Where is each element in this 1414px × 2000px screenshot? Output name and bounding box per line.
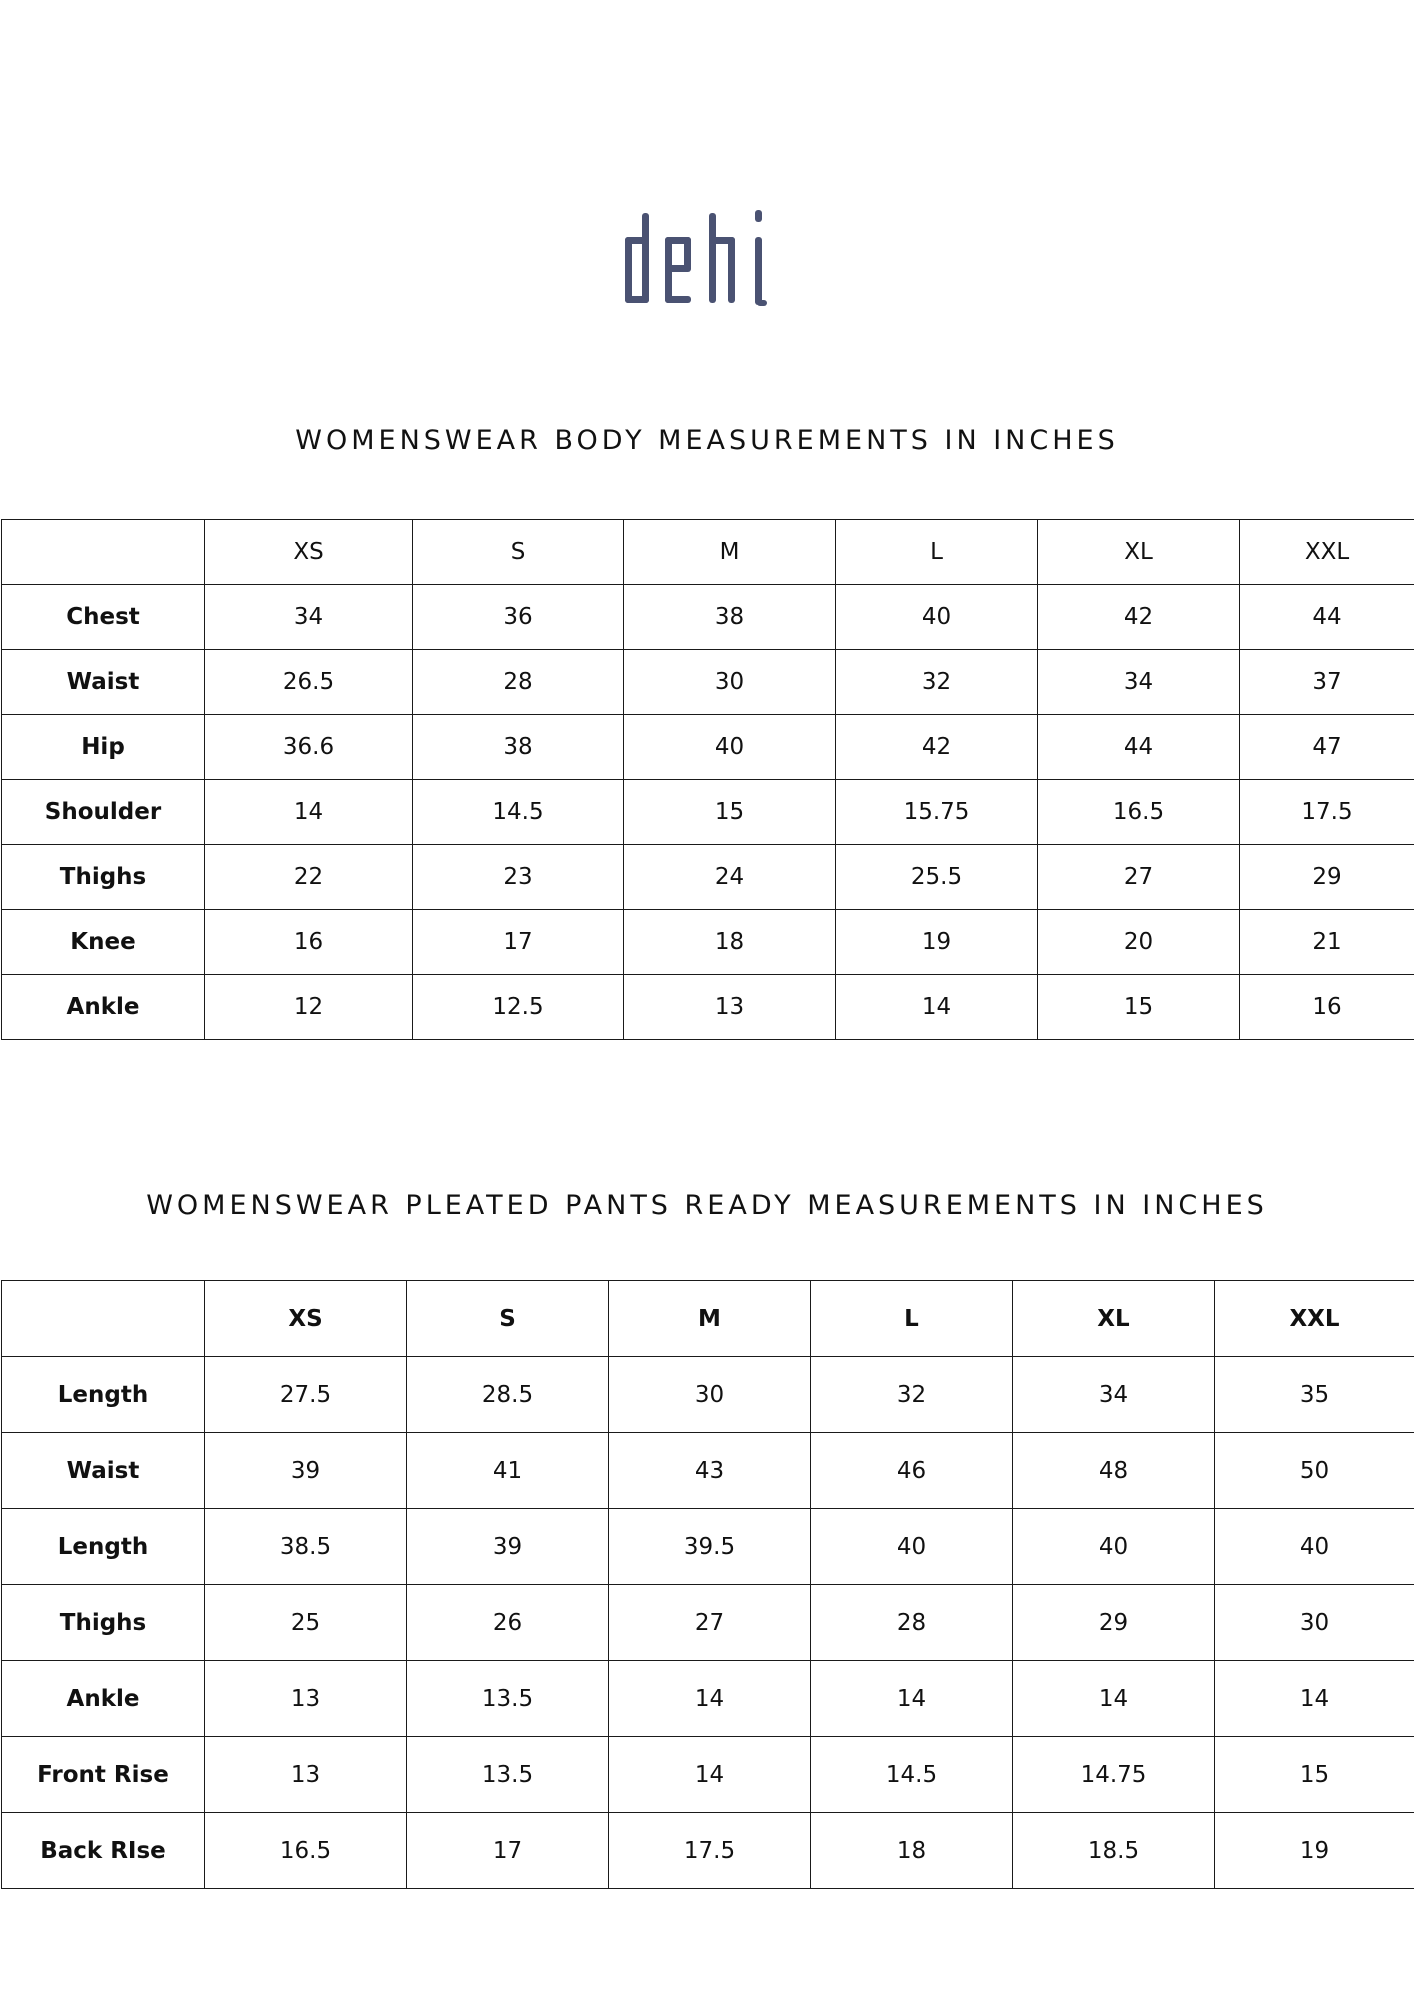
size-header: L	[836, 520, 1038, 585]
table-cell: 40	[1013, 1509, 1215, 1585]
table-cell: 18	[811, 1813, 1013, 1889]
table-cell: 15	[1038, 975, 1240, 1040]
table-cell: 30	[609, 1357, 811, 1433]
table-cell: 14	[1013, 1661, 1215, 1737]
table-cell: 46	[811, 1433, 1013, 1509]
table-cell: 29	[1013, 1585, 1215, 1661]
table-cell: 13.5	[407, 1661, 609, 1737]
table-cell: 14	[205, 780, 413, 845]
table-cell: 40	[624, 715, 836, 780]
table-cell: 13	[624, 975, 836, 1040]
size-header: L	[811, 1281, 1013, 1357]
measurement-label: Waist	[2, 650, 205, 715]
measurement-label: Thighs	[2, 845, 205, 910]
size-header: XXL	[1215, 1281, 1414, 1357]
table-cell: 13.5	[407, 1737, 609, 1813]
table-cell: 18.5	[1013, 1813, 1215, 1889]
table-cell: 39	[407, 1509, 609, 1585]
table-cell: 42	[1038, 585, 1240, 650]
table-row	[2, 715, 1414, 780]
table-row	[2, 780, 1414, 845]
table-cell: 16	[1240, 975, 1414, 1040]
table-cell: 41	[407, 1433, 609, 1509]
table-cell: 32	[811, 1357, 1013, 1433]
table-cell: 28	[811, 1585, 1013, 1661]
table-cell: 14	[609, 1737, 811, 1813]
table-row	[2, 1813, 1414, 1889]
table-cell: 36	[413, 585, 624, 650]
table-row	[2, 650, 1414, 715]
table-cell: 17.5	[1240, 780, 1414, 845]
body-measurements-table	[1, 519, 1414, 1040]
table-cell: 34	[1013, 1357, 1215, 1433]
measurement-label: Waist	[2, 1433, 205, 1509]
measurement-label: Length	[2, 1509, 205, 1585]
table-cell: 30	[1215, 1585, 1414, 1661]
table-cell: 21	[1240, 910, 1414, 975]
table-cell: 25.5	[836, 845, 1038, 910]
table-cell: 15	[1215, 1737, 1414, 1813]
table-cell: 27.5	[205, 1357, 407, 1433]
table-row	[2, 845, 1414, 910]
table-cell: 17.5	[609, 1813, 811, 1889]
table-row	[2, 975, 1414, 1040]
table-cell: 12.5	[413, 975, 624, 1040]
table-cell: 25	[205, 1585, 407, 1661]
table-cell: 16.5	[1038, 780, 1240, 845]
table-cell: 39.5	[609, 1509, 811, 1585]
table-cell: 19	[836, 910, 1038, 975]
size-header: M	[609, 1281, 811, 1357]
corner-cell	[2, 520, 205, 585]
measurement-label: Length	[2, 1357, 205, 1433]
table-row	[2, 910, 1414, 975]
corner-cell	[2, 1281, 205, 1357]
size-header: S	[413, 520, 624, 585]
table-cell: 38	[624, 585, 836, 650]
size-header: XL	[1013, 1281, 1215, 1357]
table-cell: 30	[624, 650, 836, 715]
table-cell: 14.5	[811, 1737, 1013, 1813]
table-cell: 18	[624, 910, 836, 975]
table-cell: 26.5	[205, 650, 413, 715]
table-row	[2, 1585, 1414, 1661]
table-cell: 13	[205, 1661, 407, 1737]
size-header: XL	[1038, 520, 1240, 585]
table-cell: 19	[1215, 1813, 1414, 1889]
size-header: M	[624, 520, 836, 585]
table-cell: 17	[407, 1813, 609, 1889]
size-header: XS	[205, 1281, 407, 1357]
table-cell: 38	[413, 715, 624, 780]
table-cell: 14	[609, 1661, 811, 1737]
table-cell: 36.6	[205, 715, 413, 780]
table-cell: 42	[836, 715, 1038, 780]
table-cell: 40	[1215, 1509, 1414, 1585]
table-cell: 13	[205, 1737, 407, 1813]
size-header: S	[407, 1281, 609, 1357]
pants-measurements-title: WOMENSWEAR PLEATED PANTS READY MEASUREMENTS IN INCHES	[146, 1190, 1268, 1221]
measurement-label: Back RIse	[2, 1813, 205, 1889]
table-row	[2, 1661, 1414, 1737]
table-cell: 16	[205, 910, 413, 975]
pants-measurements-table	[1, 1280, 1414, 1889]
table-cell: 23	[413, 845, 624, 910]
table-cell: 39	[205, 1433, 407, 1509]
measurement-label: Hip	[2, 715, 205, 780]
table-row	[2, 585, 1414, 650]
measurement-label: Front Rise	[2, 1737, 205, 1813]
table-row	[2, 1509, 1414, 1585]
table-cell: 26	[407, 1585, 609, 1661]
size-header: XXL	[1240, 520, 1414, 585]
table-cell: 50	[1215, 1433, 1414, 1509]
table-header-row	[2, 520, 1414, 585]
table-cell: 20	[1038, 910, 1240, 975]
table-row	[2, 1433, 1414, 1509]
brand-logo	[617, 205, 797, 315]
table-cell: 14	[1215, 1661, 1414, 1737]
table-cell: 48	[1013, 1433, 1215, 1509]
table-cell: 29	[1240, 845, 1414, 910]
table-header-row	[2, 1281, 1414, 1357]
table-cell: 14.75	[1013, 1737, 1215, 1813]
measurement-label: Ankle	[2, 1661, 205, 1737]
table-cell: 28.5	[407, 1357, 609, 1433]
table-cell: 15.75	[836, 780, 1038, 845]
table-cell: 44	[1240, 585, 1414, 650]
measurement-label: Chest	[2, 585, 205, 650]
measurement-label: Shoulder	[2, 780, 205, 845]
table-cell: 14.5	[413, 780, 624, 845]
table-cell: 27	[1038, 845, 1240, 910]
table-cell: 35	[1215, 1357, 1414, 1433]
table-cell: 38.5	[205, 1509, 407, 1585]
table-cell: 43	[609, 1433, 811, 1509]
table-cell: 16.5	[205, 1813, 407, 1889]
table-cell: 34	[205, 585, 413, 650]
table-cell: 44	[1038, 715, 1240, 780]
body-measurements-title: WOMENSWEAR BODY MEASUREMENTS IN INCHES	[295, 425, 1119, 456]
table-cell: 17	[413, 910, 624, 975]
table-cell: 40	[811, 1509, 1013, 1585]
table-cell: 22	[205, 845, 413, 910]
table-cell: 32	[836, 650, 1038, 715]
table-cell: 34	[1038, 650, 1240, 715]
measurement-label: Thighs	[2, 1585, 205, 1661]
measurement-label: Knee	[2, 910, 205, 975]
measurement-label: Ankle	[2, 975, 205, 1040]
table-cell: 14	[836, 975, 1038, 1040]
table-cell: 15	[624, 780, 836, 845]
table-row	[2, 1737, 1414, 1813]
table-cell: 40	[836, 585, 1038, 650]
table-row	[2, 1357, 1414, 1433]
table-cell: 28	[413, 650, 624, 715]
dehi-logo-mark	[617, 205, 797, 315]
table-cell: 24	[624, 845, 836, 910]
table-cell: 14	[811, 1661, 1013, 1737]
table-cell: 12	[205, 975, 413, 1040]
table-cell: 37	[1240, 650, 1414, 715]
table-cell: 47	[1240, 715, 1414, 780]
table-cell: 27	[609, 1585, 811, 1661]
size-header: XS	[205, 520, 413, 585]
